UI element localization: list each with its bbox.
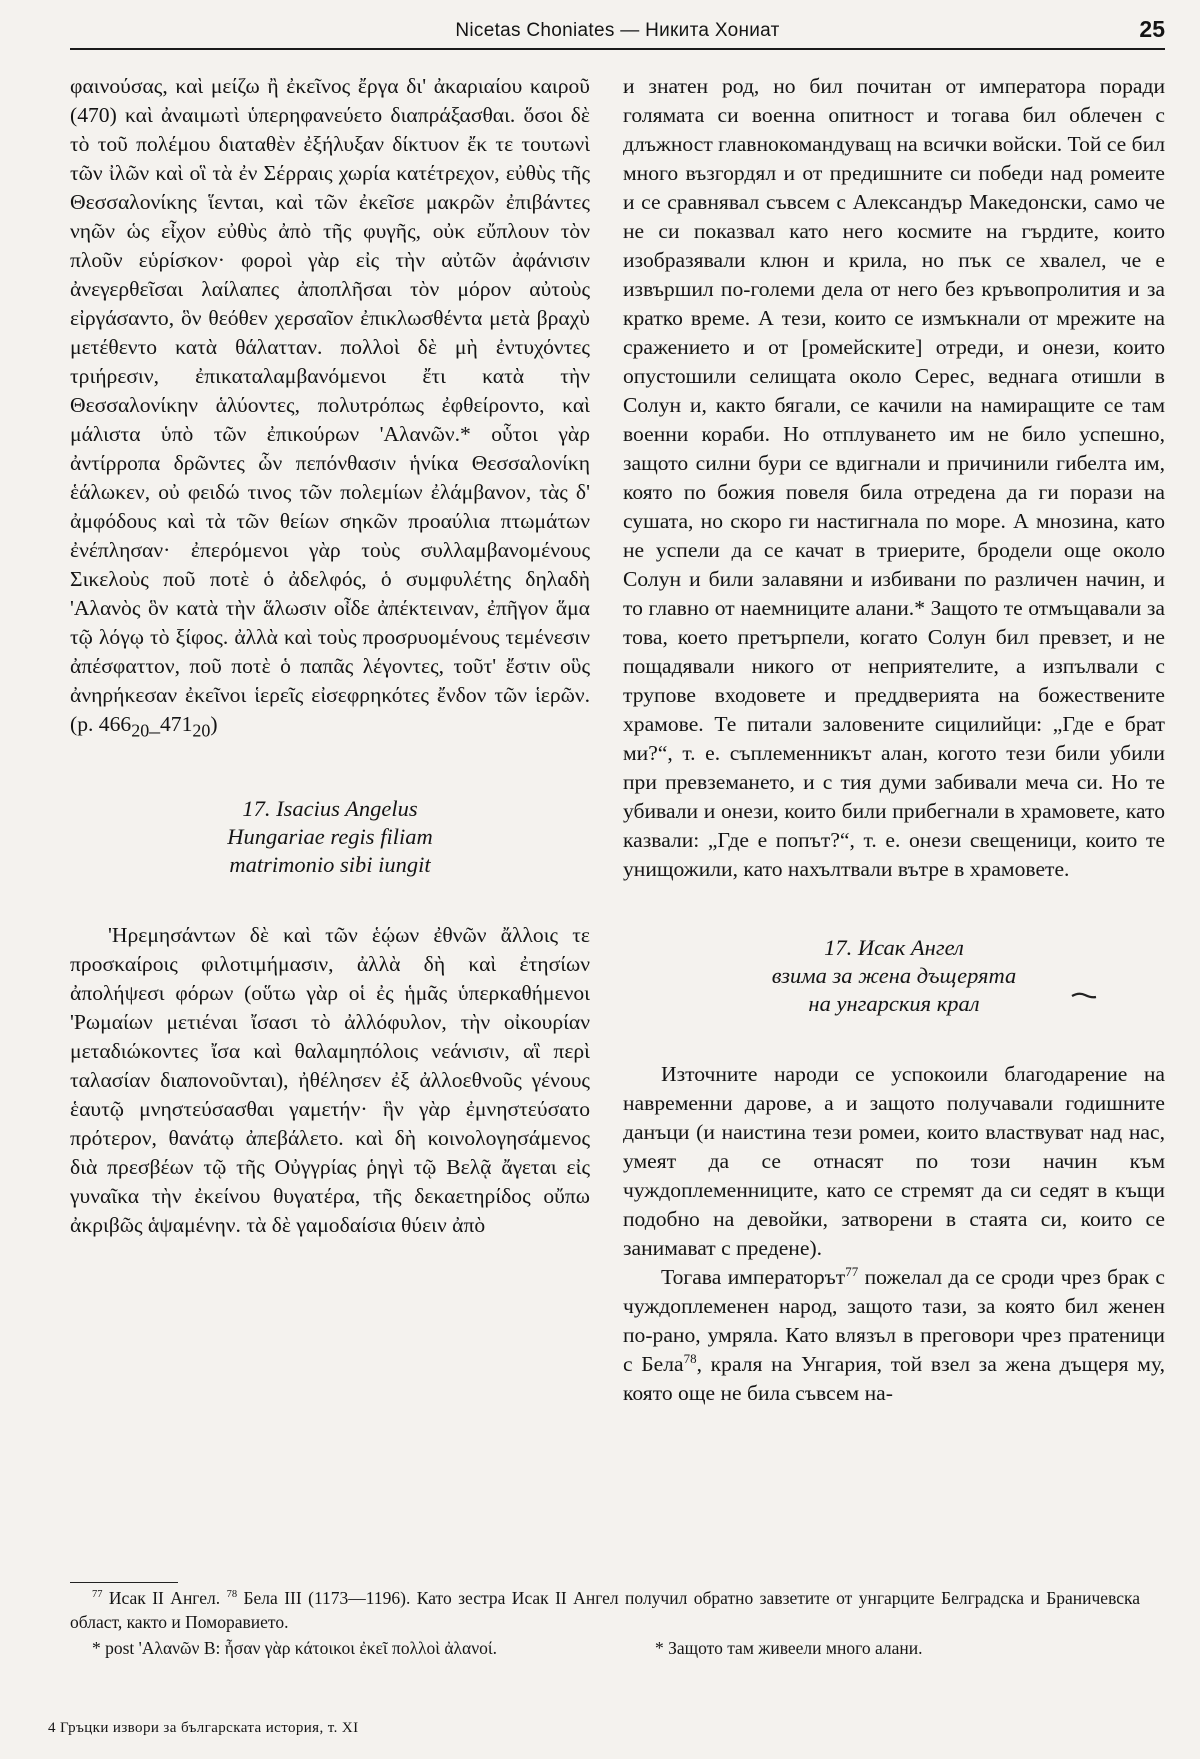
footnote-divider — [70, 1582, 178, 1583]
greek-heading-line-3: matrimonio sibi iungit — [229, 852, 431, 878]
bulgarian-paragraph-1: и знатен род, но бил почитан от императора поради голямата си военна опитност и тогава бил облечен с длъжност главнокомандуващ на всички войски. Той се бил много възгордял и от предишните си победи над ромеите и се сравнявал съвсем с Александър Македонски, само че не си показвал като него космите на гърдите, които изобразявали клюн и крила, но пък се хвалел, че е извършил по-големи дела от него без кръвопролития и за кратко време. А тези, които се измъкнали от мрежите на сражението и от [ромейските] отреди, и онези, които опустошили селищата около Серес, веднага отишли в Солун и, както бягали, се качили на намиращите се там военни кораби. Но отплуването им не било успешно, защото силни бури се вдигнали и причинили гибелта им, която по божия повеля била отредена да ги порази на сушата, но скоро ги настигнала по море. А мнозина, като не успели да се качат в триерите, бродели още около Солун и били залавяни и избивани по различен начин, и то главно от наемниците алани.* Защото те отмъщавали за това, което претърпели, когато Солун бил превзет, и не пощадявали никого от неприятелите, а изпълвали с трупове входовете и преддверията на божествените храмове. Те питали заловените сицилийци: „Где е брат ми?“, т. е. съплеменникът алан, когото тези били убили при превземането, и с тия думи забивали меча си. Но те убивали и онези, които били прибегнали в храмовете, като казвали: „Где е попът?“, т. е. онези свещеници, които те унищожили, като нахълтвали вътре в храмовете. — [623, 74, 1165, 881]
greek-text-column — [70, 72, 590, 1502]
signature-line: 4 Гръцки извори за българската история, т. XI — [48, 1720, 359, 1736]
greek-paragraph-2: 'Ηρεμησάντων δὲ καὶ τῶν ἑῴων ἐθνῶν ἄλλοις τε προσκαίροις φιλοτιμήμασιν, ἀλλὰ δὴ καὶ ἐτησίων ἀπολήψεσι φόρων (οὕτω γὰρ οἱ ἐς ἡμᾶς ὑπερκαθήμενοι 'Ρωμαίων μετιέναι ἴσασι τὸ ἀλλόφυλον, τὴν οἰκουρίαν μεταδιώκοντες ἴσα καὶ θαλαμηπόλοις νεάνισιν, αἳ περὶ ταλασίαν διαπονοῦνται), ἠθέλησεν ἐξ ἀλλοεθνοῦς γένους ἑαυτῷ μνηστεύσασθαι γαμετήν· ἣν γὰρ ἐμνηστεύσατο πρότερον, θανάτῳ ἀπεβάλετο. καὶ δὴ κοινολογησάμενος διὰ πρεσβέων τῷ τῆς Οὐγγρίας ῥηγὶ τῷ Βελᾷ ἄγεται εἰς γυναῖκα τὴν ἐκείνου θυγατέρα, τῆς δεκαετηρίδος οὔπω ἀκριβῶς ἁψαμένην. τὰ δὲ γαμοδαίσια θύειν ἀπὸ — [70, 923, 590, 1238]
greek-heading-line-2: Hungariae regis filiam — [227, 824, 433, 850]
bulgarian-paragraph-2: Източните народи се успокоили благодарение на навременни дарове, а и защото получавали годишните данъци (и наистина тези ромеи, които властвуват над нас, умеят да се отнасят по този начин към чуждоплеменниците, като се стремят да си седят в къщи подобно на девойки, затворени в стаята си, които се занимават с предене). — [623, 1062, 1165, 1260]
bulgarian-paragraph-3: Тогава императорът$^{77}$ пожелал да се сроди чрез брак с чуждоплеменен народ, защото тази, за която бил женен по-рано, умряла. Като влязъл в преговори чрез пратеници с Бела$^{78}$, краля на Унгария, той взел за жена дъщеря му, която още не била съвсем на- — [623, 1263, 1165, 1405]
footnote-77-78: $^{77}$ Исак II Ангел. $^{78}$ Бела III (1173—1196). Като зестра Исак II Ангел получил обратно завзетите от унгарците Белградска и Браничевска област, както и Поморавието. — [70, 1588, 1141, 1632]
greek-heading-line-1: 17. Isacius Angelus — [242, 796, 418, 822]
footnote-bulgarian: * Защото там живеели много алани. — [655, 1638, 923, 1658]
pen-mark-icon — [1071, 990, 1097, 1000]
footnote-ref-77: 77 — [845, 1263, 859, 1279]
running-title: Nicetas Choniates — Никита Хониат — [455, 20, 780, 41]
bulgarian-section-heading — [623, 934, 1165, 1018]
greek-paragraph-1-text: φαινούσας, καὶ μείζω ἢ ἐκεῖνος ἔργα δι' ἀκαριαίου καιροῦ (470) καὶ ἀναιμωτὶ ὑπερηφανεύετο διαπράξασθαι. ὅσοι δὲ τὸ τοῦ πολέμου διαταθὲν ἐξήλυξαν δίκτυον ἔκ τε τουτωνὶ τῶν ἰλῶν καὶ οἳ τὰ ἐν Σέρραις χωρία κατέτρεχον, εὐθὺς τῆς Θεσσαλονίκης ἵενται, καὶ τῶν ἐκεῖσε μακρῶν ἐπιβάντες νηῶν ὡς εἶχον εὐθὺς ἀπὸ τῆς φυγῆς, οὐκ εὔπλουν τὸν πλοῦν εὑρίσκον· φοροὶ γὰρ εἰς τὴν αὐτῶν ἀφάνισιν ἀνεγερθεῖσαι λαίλαπες ἀποπλῆσαι τὸν μόρον αὐτοὺς εἰργάσαντο, ὃν θεόθεν χερσαῖον ἐπικλωσθέντα μετὰ βραχὺ μετέθεντο κατὰ θάλατταν. πολλοὶ δὲ μὴ ἐντυχόντες τριήρεσιν, ἐπικαταλαμβανόμενοι ἔτι κατὰ τὴν Θεσσαλονίκην ἁλύοντες, πολυτρόπως ἐφθείροντο, καὶ μάλιστα ὑπὸ τῶν ἐπικούρων 'Αλανῶν.* οὗτοι γὰρ ἀντίρροπα δρῶντες ὧν πεπόνθασιν ἡνίκα Θεσσαλονίκη ἑάλωκεν, οὐ φειδώ τινος τῶν πολεμίων ἐλάμβανον, τὰς δ' ἀμφόδους καὶ τὰ τῶν θείων σηκῶν προαύλια πτωμάτων ἐνέπλησαν· ἐπερόμενοι γὰρ τοὺς συλλαμβανομένους Σικελοὺς ποῦ ποτὲ ὁ ἀδελφός, ὁ συμφυλέτης δηλαδὴ 'Αλανὸς ὃν κατὰ τὴν ἅλωσιν οἶδε ἀπέκτειναν, ἐπῆγον ἅμα τῷ λόγῳ τὸ ξίφος. ἀλλὰ καὶ τοὺς προσρυομένους τεμένεσιν ἀπέσφαττον, ποῦ ποτὲ ὁ παπᾶς λέγοντες, τοῦτ' ἔστιν οὓς ἀνηρήκεσαν ἐκεῖνοι ἱερεῖς εἰσεφρηκότες ἔνδον τῶν ἱερῶν. — [70, 74, 590, 707]
bulgarian-heading-line-3: на унгарския крал — [808, 991, 980, 1016]
footnote-ref-78: 78 — [683, 1350, 697, 1366]
greek-section-heading — [70, 795, 590, 879]
page-number: 25 — [1139, 16, 1165, 42]
footnote-greek-variant: * post 'Αλανῶν B: ἦσαν γὰρ κάτοικοι ἐκεῖ πολλοὶ ἀλανοί. — [92, 1638, 497, 1658]
greek-paragraph-1 — [70, 72, 590, 745]
bulgarian-text-column — [623, 72, 1165, 1502]
bulgarian-heading-line-2: взима за жена дъщерята — [771, 963, 1017, 988]
bulgarian-heading-line-1: 17. Исак Ангел — [824, 935, 964, 960]
running-header — [70, 14, 1165, 50]
greek-citation: (p. $466_{20}\_471_{20}$) — [70, 712, 218, 741]
